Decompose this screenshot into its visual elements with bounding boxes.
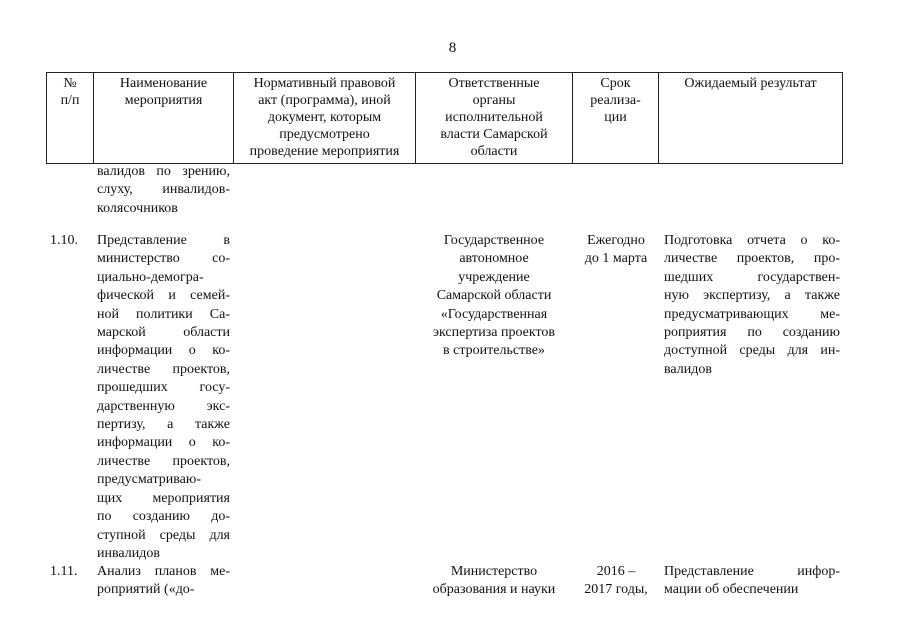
text-line: автономное [459,251,529,267]
row-name [97,232,230,563]
text-line: валидов [664,361,712,377]
text-line: ную экспертизу, а также [664,288,840,304]
text-line: слуху, инвалидов- [97,182,230,198]
text-line: мации об обеспечении [664,582,799,598]
text-line: «Государственная [440,306,548,322]
row-result [664,232,840,379]
text-line: доступной среды для ин- [664,343,840,359]
text-line: фической и семей- [97,288,230,304]
header-name: Наименование мероприятия [94,73,234,164]
text-line: Государственное [443,233,545,248]
row-result [664,563,840,600]
text-line: марской области [97,325,230,341]
row-org [418,563,570,600]
text-line: образования и науки [432,582,556,598]
text-line: информации о ко- [97,343,230,359]
text-line: экспертиза проектов [432,325,556,341]
header-num: № п/п [47,73,94,164]
text-line: личестве проектов, [97,453,230,469]
text-line: колясочников [97,200,178,216]
row-term [575,563,657,600]
text-line: 2016 – [596,564,636,579]
text-line: Ежегодно [587,233,645,248]
text-line: личестве проектов, про- [664,251,840,267]
text-line: дарственную экс- [97,398,230,414]
row-name [97,563,230,600]
text-line: Подготовка отчета о ко- [664,233,840,248]
text-line: циально-демогра- [97,269,204,285]
text-line: прошедших госу- [97,380,230,396]
row-num: 1.11. [50,564,78,579]
page-number: 8 [448,40,457,56]
text-line: личестве проектов, [97,361,230,377]
text-line: информации о ко- [97,435,230,451]
row-org [418,232,570,361]
text-line: роприятия по созданию [664,325,840,341]
text-line: 2017 годы, [584,582,648,598]
text-line: по созданию до- [97,509,230,525]
text-line: предусматривающих ме- [664,306,840,322]
text-line: министерство со- [97,251,230,267]
text-line: ступной среды для [97,527,230,543]
header-term: Срок реализа- ции [573,73,659,164]
text-line: учреждение [458,269,530,285]
table-header [46,72,843,164]
text-line: роприятий («до- [97,582,195,598]
text-line: до 1 марта [584,251,648,267]
text-line: Анализ планов ме- [97,564,230,579]
row-term [575,232,657,269]
text-line: шедших государствен- [664,269,840,285]
text-line: Самарской области [436,288,552,304]
header-org: Ответственные органы исполнительной власти Самарской области [416,73,573,164]
header-doc: Нормативный правовой акт (программа), иной документ, которым предусмотрено проведение мероприятия [234,73,416,164]
text-line: пертизу, а также [97,417,230,433]
header-result: Ожидаемый результат [659,73,843,164]
text-line: предусматриваю- [97,472,202,488]
text-line: инвалидов [97,545,160,561]
text-line: щих мероприятия [97,490,230,506]
continuation-name [97,163,230,218]
text-line: валидов по зрению, [97,164,230,179]
text-line: Министерство [450,564,538,579]
text-line: Представление инфор- [664,564,840,579]
text-line: Представление в [97,233,230,248]
row-num: 1.10. [50,233,78,248]
text-line: в строительстве» [443,343,545,359]
text-line: ной политики Са- [97,306,230,322]
